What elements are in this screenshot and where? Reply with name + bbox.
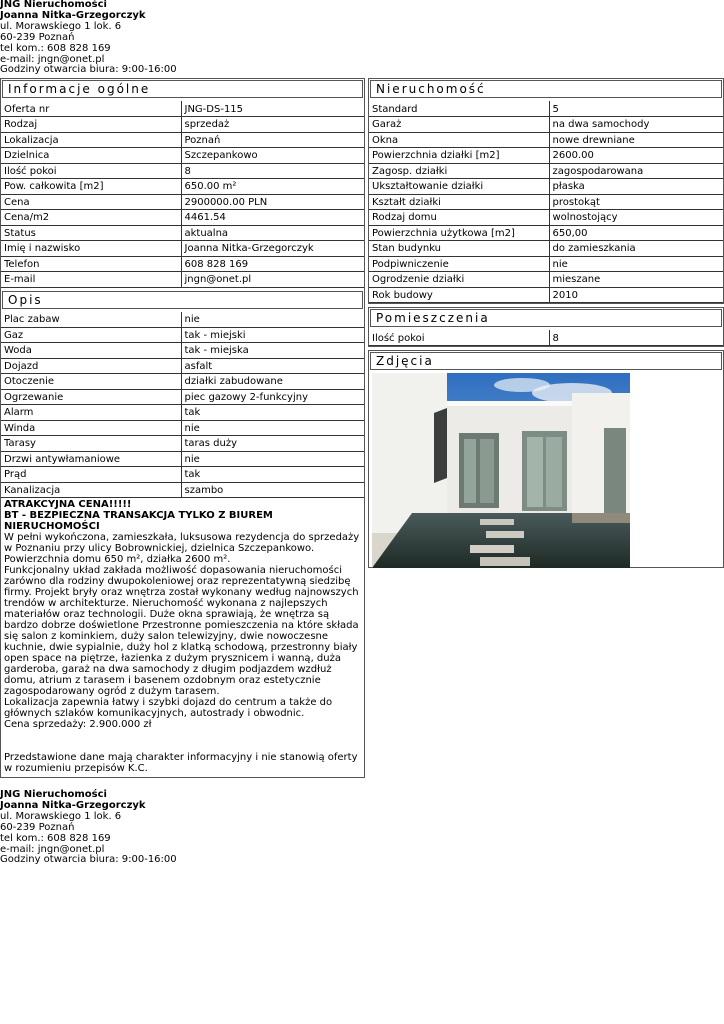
opis-key: Prąd: [1, 467, 181, 483]
opis-value: tak: [181, 467, 364, 483]
description-para-3: Lokalizacja zapewnia łatwy i szybki dojazd do centrum a także do głównych szlaków komunikacyjnych, autostrady i obwodnic.: [4, 697, 333, 719]
photos-section: [368, 350, 724, 568]
property-table: [369, 101, 723, 303]
general-row: [1, 101, 364, 117]
right-column: [368, 78, 724, 568]
general-key: Imię i nazwisko: [1, 241, 181, 257]
property-value: 2010: [549, 287, 723, 303]
property-row: [369, 179, 723, 195]
general-value: jngn@onet.pl: [181, 272, 364, 288]
general-row: [1, 117, 364, 133]
rooms-key: Ilość pokoi: [369, 330, 549, 346]
opis-value: nie: [181, 451, 364, 467]
general-row: [1, 132, 364, 148]
opis-key: Woda: [1, 343, 181, 359]
opis-key: Plac zabaw: [1, 312, 181, 328]
opis-value: taras duży: [181, 436, 364, 452]
general-key: E-mail: [1, 272, 181, 288]
opis-table: [1, 312, 364, 499]
opis-row: [1, 451, 364, 467]
property-key: Garaż: [369, 117, 549, 133]
property-row: [369, 194, 723, 210]
headline-price: ATRAKCYJNA CENA!!!!!: [4, 499, 132, 510]
opis-row: [1, 420, 364, 436]
property-value: płaska: [549, 179, 723, 195]
rooms-table: [369, 330, 723, 346]
property-key: Kształt działki: [369, 194, 549, 210]
agency-email: e-mail: jngn@onet.pl: [0, 53, 105, 65]
agency-hours: Godziny otwarcia biura: 9:00-16:00: [0, 64, 177, 76]
agency-person: Joanna Nitka-Grzegorczyk: [0, 9, 146, 21]
general-value: Poznań: [181, 132, 364, 148]
general-key: Rodzaj: [1, 117, 181, 133]
opis-row: [1, 482, 364, 498]
opis-value: działki zabudowane: [181, 374, 364, 390]
general-row: [1, 272, 364, 288]
section-title-general: Informacje ogólne: [2, 80, 363, 98]
agency-phone: tel kom.: 608 828 169: [0, 42, 111, 54]
agency-person: Joanna Nitka-Grzegorczyk: [0, 799, 146, 811]
property-value: mieszane: [549, 272, 723, 288]
agency-city: 60-239 Poznań: [0, 31, 75, 43]
general-table: [1, 101, 364, 288]
property-value: do zamieszkania: [549, 241, 723, 257]
description: [1, 498, 364, 777]
opis-value: szambo: [181, 482, 364, 498]
general-value: aktualna: [181, 225, 364, 241]
agency-email: e-mail: jngn@onet.pl: [0, 843, 105, 855]
opis-value: asfalt: [181, 358, 364, 374]
opis-row: [1, 358, 364, 374]
opis-row: [1, 343, 364, 359]
section-title-property: Nieruchomość: [370, 80, 722, 98]
opis-key: Winda: [1, 420, 181, 436]
agency-header: [0, 0, 177, 76]
agency-phone: tel kom.: 608 828 169: [0, 832, 111, 844]
property-key: Zagosp. działki: [369, 163, 549, 179]
general-row: [1, 256, 364, 272]
general-key: Pow. całkowita [m2]: [1, 179, 181, 195]
general-value: Joanna Nitka-Grzegorczyk: [181, 241, 364, 257]
property-value: zagospodarowana: [549, 163, 723, 179]
general-key: Status: [1, 225, 181, 241]
property-value: 650,00: [549, 225, 723, 241]
opis-key: Drzwi antywłamaniowe: [1, 451, 181, 467]
section-title-rooms: Pomieszczenia: [370, 309, 722, 327]
rooms-value: 8: [549, 330, 723, 346]
general-row: [1, 148, 364, 164]
rooms-section: [368, 307, 724, 347]
property-value: 2600.00: [549, 148, 723, 164]
general-value: 2900000.00 PLN: [181, 194, 364, 210]
property-value: wolnostojący: [549, 210, 723, 226]
property-row: [369, 272, 723, 288]
section-title-opis: Opis: [2, 291, 363, 309]
opis-key: Otoczenie: [1, 374, 181, 390]
general-row: [1, 225, 364, 241]
opis-row: [1, 436, 364, 452]
general-value: 4461.54: [181, 210, 364, 226]
opis-value: piec gazowy 2-funkcyjny: [181, 389, 364, 405]
property-key: Ukształtowanie działki: [369, 179, 549, 195]
property-section: [368, 78, 724, 304]
opis-value: tak - miejska: [181, 343, 364, 359]
opis-key: Ogrzewanie: [1, 389, 181, 405]
agency-street: ul. Morawskiego 1 lok. 6: [0, 810, 122, 822]
property-value: 5: [549, 101, 723, 117]
property-key: Powierzchnia działki [m2]: [369, 148, 549, 164]
general-value: 8: [181, 163, 364, 179]
description-para-4: Cena sprzedaży: 2.900.000 zł: [4, 719, 152, 730]
general-row: [1, 163, 364, 179]
property-key: Podpiwniczenie: [369, 256, 549, 272]
description-para-2: Funkcjonalny układ zakłada możliwość dopasowania nieruchomości zarówno dla rodziny dwupokoleniowej oraz reprezentatywną siedzibę firmy. Projekt bryły oraz wnętrza został wykonany według najnowszych trendów w architekturze. Nieruchomość wykonana z najlepszych materiałów oraz technologii. Duże okna sprawiają, że wnętrza są bardzo dobrze doświetlone Przestronne pomieszczenia na które składa się salon z kominkiem, duży salon telewizyjny, dwie nowoczesne kuchnie, dwie sypialnie, duży hol z klatką schodową, przestronny biały open space na piętrze, łazienka z dużym prysznicem i wanną, duża garderoba, garaż na dwa samochody z długim podjazdem wzdłuż domu, atrium z tarasem i basenem ozdobnym oraz estetycznie zagospodarowany ogród z dużym tarasem.: [4, 565, 359, 697]
opis-row: [1, 312, 364, 328]
agency-footer: [0, 790, 177, 866]
agency-name: JNG Nieruchomości: [0, 789, 107, 800]
property-value: na dwa samochody: [549, 117, 723, 133]
opis-row: [1, 389, 364, 405]
general-key: Ilość pokoi: [1, 163, 181, 179]
property-value: nowe drewniane: [549, 132, 723, 148]
opis-value: tak - miejski: [181, 327, 364, 343]
general-row: [1, 194, 364, 210]
agency-city: 60-239 Poznań: [0, 821, 75, 833]
property-row: [369, 210, 723, 226]
general-value: sprzedaż: [181, 117, 364, 133]
property-value: nie: [549, 256, 723, 272]
opis-key: Kanalizacja: [1, 482, 181, 498]
agency-street: ul. Morawskiego 1 lok. 6: [0, 20, 122, 32]
disclaimer: Przedstawione dane mają charakter informacyjny i nie stanowią oferty w rozumieniu przepisów K.C.: [4, 752, 358, 774]
opis-row: [1, 374, 364, 390]
general-value: 650.00 m²: [181, 179, 364, 195]
property-key: Standard: [369, 101, 549, 117]
opis-value: tak: [181, 405, 364, 421]
general-value: JNG-DS-115: [181, 101, 364, 117]
property-row: [369, 256, 723, 272]
opis-value: nie: [181, 420, 364, 436]
agency-name: JNG Nieruchomości: [0, 0, 107, 10]
general-row: [1, 241, 364, 257]
property-key: Powierzchnia użytkowa [m2]: [369, 225, 549, 241]
section-title-photos: Zdjęcia: [370, 352, 722, 370]
property-value: prostokąt: [549, 194, 723, 210]
general-value: 608 828 169: [181, 256, 364, 272]
property-row: [369, 132, 723, 148]
property-key: Stan budynku: [369, 241, 549, 257]
opis-key: Tarasy: [1, 436, 181, 452]
headline-transaction: BT - BEZPIECZNA TRANSAKCJA TYLKO Z BIUREM NIERUCHOMOŚCI: [4, 510, 273, 532]
opis-key: Dojazd: [1, 358, 181, 374]
property-row: [369, 163, 723, 179]
opis-value: nie: [181, 312, 364, 328]
property-row: [369, 225, 723, 241]
general-key: Lokalizacja: [1, 132, 181, 148]
property-row: [369, 101, 723, 117]
general-key: Oferta nr: [1, 101, 181, 117]
general-key: Cena/m2: [1, 210, 181, 226]
general-key: Cena: [1, 194, 181, 210]
agency-hours: Godziny otwarcia biura: 9:00-16:00: [0, 854, 177, 866]
opis-row: [1, 467, 364, 483]
opis-row: [1, 405, 364, 421]
general-value: Szczepankowo: [181, 148, 364, 164]
property-key: Okna: [369, 132, 549, 148]
rooms-row: [369, 330, 723, 346]
property-photo[interactable]: [372, 373, 630, 568]
property-row: [369, 148, 723, 164]
description-para-1: W pełni wykończona, zamieszkała, luksusowa rezydencja do sprzedaży w Poznaniu przy ulicy Bobrownickiej, dzielnica Szczepankowo. Powierzchnia domu 650 m², działka 2600 m².: [4, 532, 360, 565]
opis-key: Alarm: [1, 405, 181, 421]
general-key: Dzielnica: [1, 148, 181, 164]
opis-key: Gaz: [1, 327, 181, 343]
property-key: Rodzaj domu: [369, 210, 549, 226]
property-key: Ogrodzenie działki: [369, 272, 549, 288]
property-row: [369, 117, 723, 133]
left-column: [0, 78, 365, 778]
general-row: [1, 179, 364, 195]
property-row: [369, 287, 723, 303]
property-key: Rok budowy: [369, 287, 549, 303]
general-key: Telefon: [1, 256, 181, 272]
general-row: [1, 210, 364, 226]
opis-row: [1, 327, 364, 343]
property-row: [369, 241, 723, 257]
